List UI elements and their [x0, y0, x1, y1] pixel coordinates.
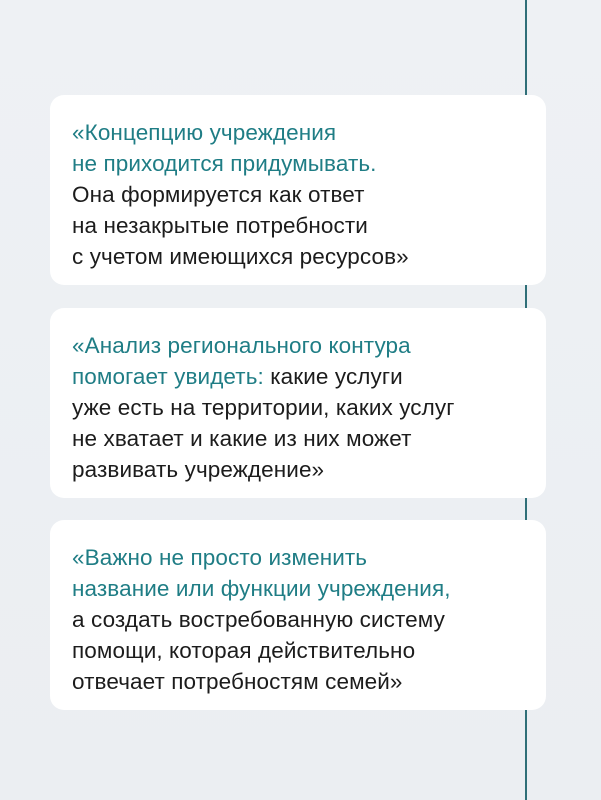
quote-text — [72, 542, 526, 697]
quote-body: какие услуги уже есть на территории, каких услуг не хватает и какие из них может развивать учреждение» — [72, 364, 455, 482]
quote-accent: «Концепцию учреждения не приходится придумывать. — [72, 120, 377, 176]
quote-card-concept — [50, 95, 546, 285]
quote-card-regional-analysis — [50, 308, 546, 498]
quote-card-system-of-help — [50, 520, 546, 710]
quote-text — [72, 117, 526, 272]
quote-body: Она формируется как ответ на незакрытые потребности с учетом имеющихся ресурсов» — [72, 182, 409, 269]
quote-body: а создать востребованную систему помощи, которая действительно отвечает потребностям семей» — [72, 607, 445, 694]
quote-accent: «Важно не просто изменить название или функции учреждения, — [72, 545, 451, 601]
quote-text — [72, 330, 526, 485]
quote-accent: «Анализ регионального контура помогает увидеть: — [72, 333, 411, 389]
